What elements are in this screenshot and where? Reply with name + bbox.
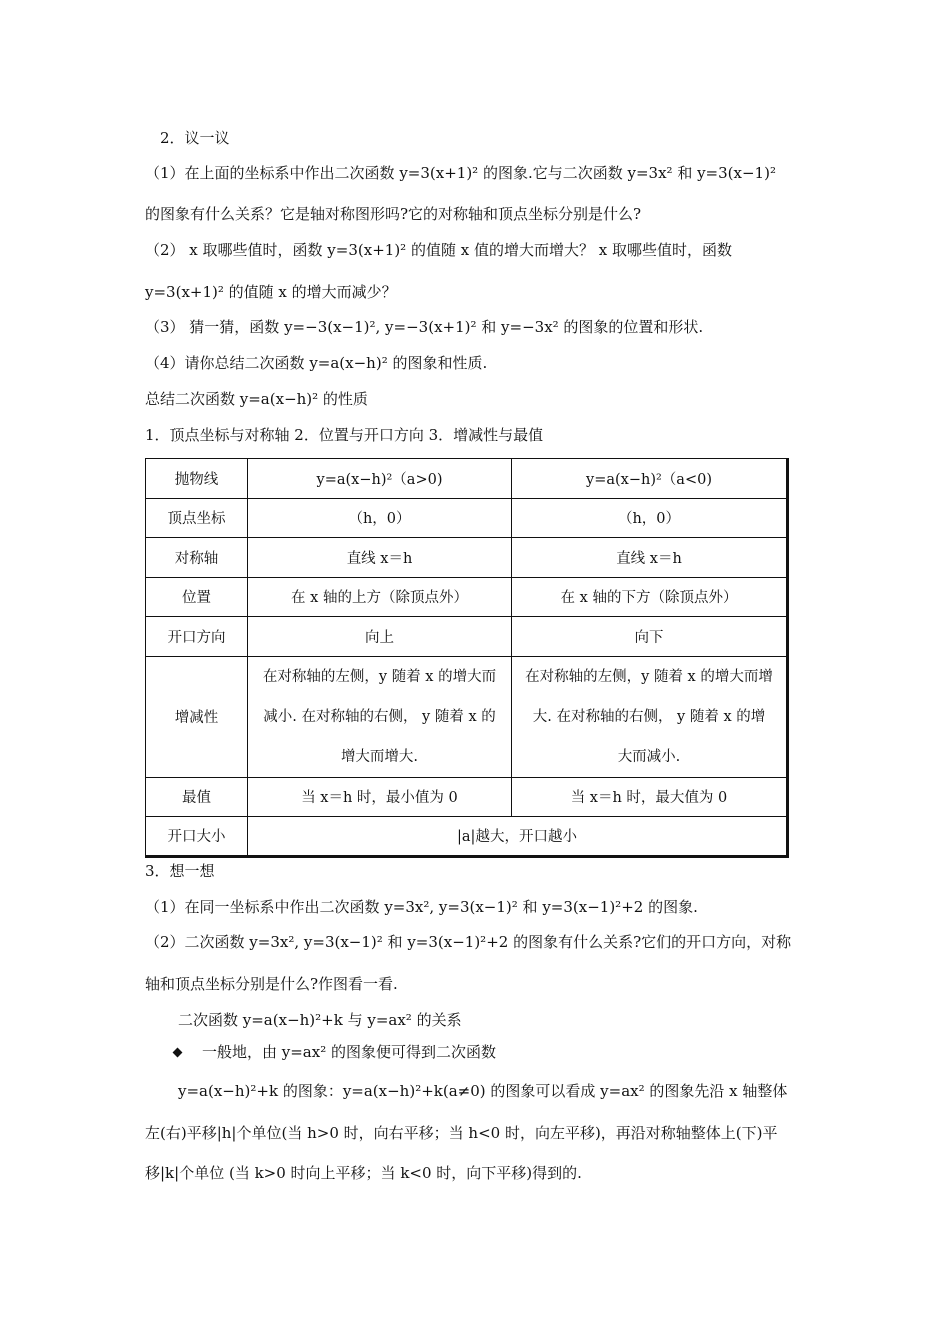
relation-paragraph-line-1: y=a(x−h)²+k 的图象：y=a(x−h)²+k(a≠0) 的图象可以看成 y=ax² 的图象先沿 x 轴整体 — [178, 1082, 788, 1100]
question-3: （3） 猜一猜，函数 y=−3(x−1)², y=−3(x+1)² 和 y=−3x² 的图象的位置和形状. — [145, 318, 704, 336]
question-1-line-2: 的图象有什么关系？它是轴对称图形吗?它的对称轴和顶点坐标分别是什么? — [145, 205, 642, 223]
table-row-size — [146, 817, 788, 857]
cell-vertex-pos: （h，0） — [248, 498, 512, 538]
question-1-line-1: （1）在上面的坐标系中作出二次函数 y=3(x+1)² 的图象.它与二次函数 y=3x² 和 y=3(x−1)² — [145, 164, 776, 182]
table-row-position — [146, 577, 788, 617]
table-row-header — [146, 459, 788, 499]
question-4: （4）请你总结二次函数 y=a(x−h)² 的图象和性质. — [145, 354, 488, 372]
cell-monotonic-pos — [248, 656, 512, 777]
cell-size-label: 开口大小 — [146, 817, 248, 857]
cell-monotonic-label: 增减性 — [146, 656, 248, 777]
cell-axis-pos: 直线 x＝h — [248, 538, 512, 578]
question-2-line-1: （2） x 取哪些值时，函数 y=3(x+1)² 的值随 x 值的增大而增大？ x 取哪些值时，函数 — [145, 241, 732, 259]
cell-axis-label: 对称轴 — [146, 538, 248, 578]
table-row-vertex — [146, 498, 788, 538]
section-2-title: 2．议一议 — [160, 129, 230, 147]
think-question-2-line-2: 轴和顶点坐标分别是什么?作图看一看. — [145, 975, 398, 993]
cell-opening-pos: 向上 — [248, 617, 512, 657]
cell-size-value: |a|越大，开口越小 — [248, 817, 788, 857]
cell-extremum-neg: 当 x＝h 时，最大值为 0 — [512, 777, 788, 817]
monotonic-pos-line-3: 增大而增大. — [340, 748, 419, 765]
properties-table — [145, 458, 789, 858]
cell-vertex-label: 顶点坐标 — [146, 498, 248, 538]
cell-opening-neg: 向下 — [512, 617, 788, 657]
section-3-title: 3．想一想 — [145, 862, 215, 880]
bullet-text: 一般地，由 y=ax² 的图象便可得到二次函数 — [202, 1043, 496, 1061]
cell-extremum-label: 最值 — [146, 777, 248, 817]
cell-parabola-label: 抛物线 — [146, 459, 248, 499]
cell-header-a-negative: y=a(x−h)²（a<0) — [512, 459, 788, 499]
bullet-diamond-icon — [173, 1048, 183, 1058]
question-2-line-2: y=3(x+1)² 的值随 x 的增大而减少？ — [145, 283, 397, 301]
table-row-monotonic — [146, 656, 788, 777]
summary-title: 总结二次函数 y=a(x−h)² 的性质 — [145, 390, 368, 408]
table-row-axis — [146, 538, 788, 578]
monotonic-pos-line-2: 减小. 在对称轴的右侧， y 随着 x 的 — [263, 708, 496, 725]
cell-monotonic-neg — [512, 656, 788, 777]
cell-header-a-positive: y=a(x−h)²（a>0) — [248, 459, 512, 499]
summary-items: 1．顶点坐标与对称轴 2．位置与开口方向 3．增减性与最值 — [145, 426, 544, 444]
cell-position-neg: 在 x 轴的下方（除顶点外） — [512, 577, 788, 617]
table-row-opening — [146, 617, 788, 657]
think-question-1: （1）在同一坐标系中作出二次函数 y=3x², y=3(x−1)² 和 y=3(x−1)²+2 的图象. — [145, 898, 698, 916]
monotonic-neg-line-1: 在对称轴的左侧，y 随着 x 的增大而增 — [525, 668, 773, 685]
monotonic-neg-line-2: 大. 在对称轴的右侧， y 随着 x 的增 — [532, 708, 766, 725]
table-row-extremum — [146, 777, 788, 817]
cell-position-pos: 在 x 轴的上方（除顶点外） — [248, 577, 512, 617]
cell-extremum-pos: 当 x＝h 时，最小值为 0 — [248, 777, 512, 817]
cell-axis-neg: 直线 x＝h — [512, 538, 788, 578]
think-question-2-line-1: （2）二次函数 y=3x², y=3(x−1)² 和 y=3(x−1)²+2 的图象有什么关系?它们的开口方向，对称 — [145, 933, 792, 951]
monotonic-pos-line-1: 在对称轴的左侧，y 随着 x 的增大而 — [262, 668, 497, 685]
relation-paragraph-line-3: 移|k|个单位 (当 k>0 时向上平移；当 k<0 时，向下平移)得到的. — [145, 1164, 582, 1182]
monotonic-neg-line-3: 大而减小. — [617, 748, 681, 765]
cell-opening-label: 开口方向 — [146, 617, 248, 657]
cell-position-label: 位置 — [146, 577, 248, 617]
relation-paragraph-line-2: 左(右)平移|h|个单位(当 h>0 时，向右平移；当 h<0 时，向左平移)，再沿对称轴整体上(下)平 — [145, 1124, 778, 1142]
relation-title: 二次函数 y=a(x−h)²+k 与 y=ax² 的关系 — [178, 1011, 462, 1029]
cell-vertex-neg: （h，0） — [512, 498, 788, 538]
